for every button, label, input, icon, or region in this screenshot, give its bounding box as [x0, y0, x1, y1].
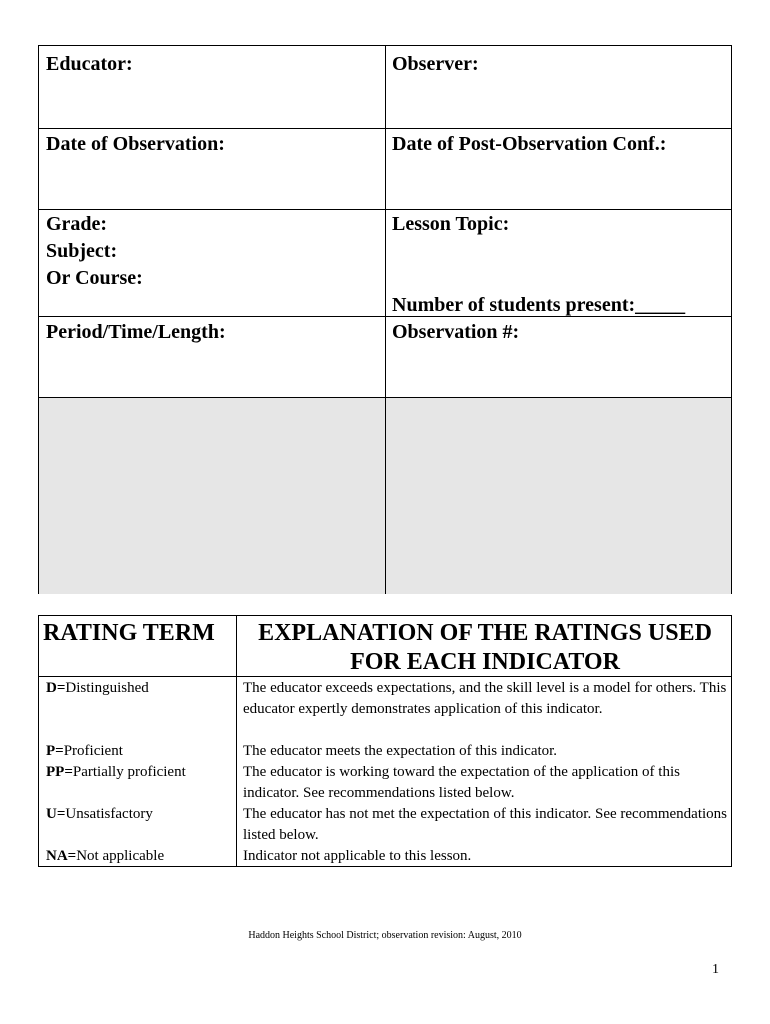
rating-explanation-distinguished: The educator exceeds expectations, and the skill level is a model for others. This educator expertly demonstrates application of this indicator.: [243, 680, 727, 717]
form-row-divider: [39, 397, 731, 398]
rating-explanation-partially-proficient: The educator is working toward the expectation of the application of this indicator. See recommendations listed below.: [243, 764, 680, 801]
rating-explanation-unsatisfactory: The educator has not met the expectation of this indicator. See recommendations listed below.: [243, 806, 728, 843]
page-number: 1: [712, 962, 719, 977]
rating-code: NA=: [46, 848, 77, 864]
rating-term-header: RATING TERM: [43, 620, 215, 646]
rating-code: U=: [46, 806, 66, 822]
rating-term-unsatisfactory: [46, 804, 153, 824]
rating-explanation-proficient: The educator meets the expectation of this indicator.: [243, 743, 558, 759]
course-label: Or Course:: [46, 267, 143, 289]
observation-number-label: Observation #:: [392, 321, 520, 343]
rating-term-partially-proficient: [46, 762, 186, 782]
shaded-cell-left: [39, 398, 385, 594]
rating-term-not-applicable: [46, 846, 164, 866]
rating-term-text: Not applicable: [76, 848, 165, 864]
educator-label: Educator:: [46, 53, 133, 75]
period-label: Period/Time/Length:: [46, 321, 226, 343]
num-students-label: Number of students present:_____: [392, 294, 686, 316]
form-row-divider: [39, 128, 731, 129]
subject-label: Subject:: [46, 240, 118, 262]
date-observation-label: Date of Observation:: [46, 133, 225, 155]
grade-label: Grade:: [46, 213, 108, 235]
rating-column-divider: [236, 616, 237, 866]
rating-term-proficient: [46, 741, 123, 761]
document-footer: Haddon Heights School District; observation revision: August, 2010: [248, 930, 522, 941]
lesson-topic-label: Lesson Topic:: [392, 213, 510, 235]
rating-term-distinguished: [46, 678, 149, 698]
observer-label: Observer:: [392, 53, 479, 75]
date-post-conf-label: Date of Post-Observation Conf.:: [392, 133, 667, 155]
observation-form: [38, 45, 732, 594]
shaded-cell-right: [386, 398, 731, 594]
rating-table: [38, 615, 732, 867]
rating-term-text: Distinguished: [65, 680, 149, 696]
form-row-divider: [39, 209, 731, 210]
rating-code: P=: [46, 743, 64, 759]
rating-code: PP=: [46, 764, 73, 780]
rating-code: D=: [46, 680, 66, 696]
rating-explanation-header: EXPLANATION OF THE RATINGS USED FOR EACH INDICATOR: [258, 620, 712, 675]
rating-explanation-not-applicable: Indicator not applicable to this lesson.: [243, 848, 472, 864]
rating-term-text: Partially proficient: [72, 764, 186, 780]
rating-term-text: Unsatisfactory: [65, 806, 153, 822]
rating-term-text: Proficient: [63, 743, 123, 759]
